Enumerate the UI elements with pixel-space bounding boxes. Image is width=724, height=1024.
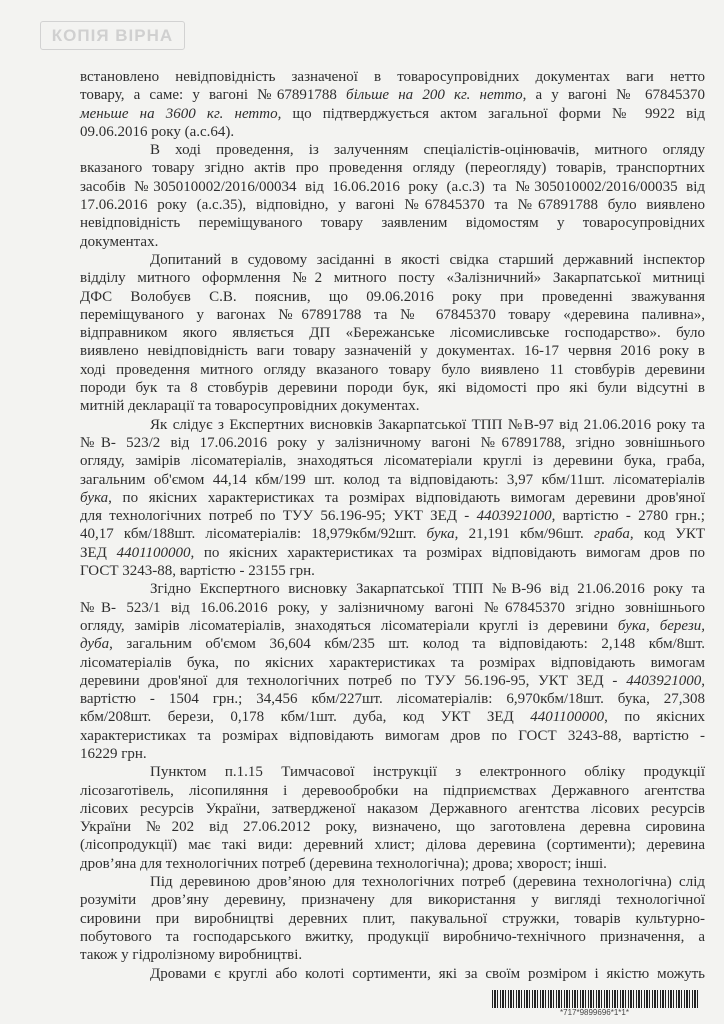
italic-text: 4403921000: [476, 508, 552, 525]
text-segment: , код УКТ: [629, 526, 705, 543]
italic-text: бука: [80, 489, 109, 506]
text-segment: для технологічних потреб по ТУУ 56.196-95; УКТ ЗЕД -: [80, 508, 477, 525]
italic-text: дуба: [80, 636, 110, 653]
text-line: лісозаготівель, лісопиляння і деревообробки на підприємствах Державного агентства: [80, 782, 705, 799]
text-line: Згідно Експертного висновку Закарпатської ТПП №В-96 від 21.06.2016 року та: [150, 581, 705, 598]
text-line: відправником якого являється ДП «Бережанське лісомисливське господарство». було: [80, 325, 705, 342]
text-line: ході проведення митного огляду вказаного товару було виявлено 11 стовбурів деревини: [80, 361, 705, 378]
text-segment: 40,17 кбм/188шт. лісоматеріалів: 18,979кбм/92шт.: [80, 526, 427, 543]
text-line: лісових ресурсів України, затвердженої наказом Державного агентства лісових ресурсів: [80, 800, 705, 817]
text-line: лісоматеріалів бука, по якісних характеристиках та розмірах відповідають вимогам: [80, 654, 705, 671]
text-line: [80, 635, 705, 653]
text-segment: , по якісних характеристиках та розмірах відповідають вимогам дров по: [190, 544, 705, 561]
text-line: Пунктом п.1.15 Тимчасової інструкції з електронного обліку продукції: [150, 764, 705, 781]
paragraph: [80, 68, 705, 141]
text-line: [80, 507, 705, 525]
text-line: [80, 86, 705, 104]
text-line: Під деревиною дров’яною для технологічних потреб (деревина технологічна) слід: [150, 874, 705, 891]
text-line: ДФС Волобуєв С.В. пояснив, що 09.06.2016 року при проведенні зважування: [80, 288, 705, 305]
text-segment: , по якісних характеристиках та розмірах відповідають вимогам деревини дров'яної: [108, 489, 705, 506]
paragraph: [80, 580, 705, 763]
text-line: дров’яна для технологічних потреб (деревина технологічна); дрова; хворост; інші.: [80, 855, 607, 872]
italic-text: більше на 200 кг. нетто: [346, 87, 523, 104]
text-line: [80, 617, 705, 635]
text-line: характеристиках та розмірах відповідають вимогам дров по ГОСТ 3243-88, вартістю -: [80, 727, 705, 744]
text-line: (лісопродукції) має такі види: деревний хлист; ділова деревина (сортименти); деревина: [80, 837, 705, 854]
text-segment: , вартістю - 2780 грн.;: [551, 508, 705, 525]
text-line: №В- 523/1 від 16.06.2016 року, у залізничному вагоні №67845370 згідно зовнішнього: [80, 599, 705, 616]
text-line: 17.06.2016 року (а.с.35), відповідно, у вагоні №67845370 та №67891788 було виявлено: [80, 197, 705, 214]
text-segment: що підтверджується актом загальної форми № 9922 від: [281, 105, 705, 122]
italic-text: бука, берези,: [617, 617, 705, 634]
text-line: документах.: [80, 233, 159, 250]
italic-text: бука: [426, 526, 455, 543]
text-line: [80, 672, 705, 690]
text-line: вказаного товару згідно актів про проведення огляду (переогляду) товарів, транспортних: [80, 160, 705, 177]
paragraph: [80, 763, 705, 873]
text-line: [80, 489, 705, 507]
text-line: виявлено невідповідність ваги товару зазначеній у документах. 16-17 червня 2016 року в: [80, 343, 705, 360]
italic-text: меньше на 3600 кг. нетто,: [80, 105, 282, 122]
text-line: [80, 525, 705, 543]
text-line: України №202 від 27.06.2012 року, визначено, що заготовлена деревна сировина: [80, 819, 705, 836]
text-segment: товару, а саме: у вагоні №67891788: [80, 87, 347, 104]
text-line: [80, 544, 705, 562]
text-segment: , по якісних: [604, 709, 705, 726]
paragraph: [80, 965, 705, 983]
text-segment: , а у вагоні № 67845370: [522, 87, 705, 104]
text-line: митній декларації та товаросупровідних документах.: [80, 398, 420, 415]
italic-text: граба: [593, 526, 630, 543]
document-body: [80, 68, 705, 983]
text-line: загальним об'ємом 44,14 кбм/199 шт. колод та відповідають: 3,97 кбм/11шт. лісоматеріалів: [80, 471, 705, 488]
certified-copy-stamp: КОПІЯ ВІРНА: [40, 21, 185, 50]
text-line: Як слідує з Експертних висновків Закарпатської ТПП №В-97 від 21.06.2016 року та: [150, 416, 705, 433]
text-line: огляду, замірів лісоматеріалів, знаходяться лісоматеріали круглі із деревини бука, граба,: [80, 453, 705, 470]
text-line: побутового та господарського вжитку, продукції виробничо-технічного призначення, а: [80, 928, 705, 945]
paragraph: [80, 251, 705, 416]
text-line: розуміти дров’яну деревину, призначену для використання у вигляді технологічної: [80, 892, 705, 909]
text-line: вартістю - 1504 грн.; 34,456 кбм/227шт. лісоматеріалів: 6,970кбм/18шт. бука, 27,308: [80, 691, 705, 708]
paragraph: [80, 141, 705, 251]
text-line: 09.06.2016 року (а.с.64).: [80, 123, 235, 140]
text-segment: кбм/208шт. берези, 0,178 кбм/1шт. дуба, код УКТ ЗЕД: [80, 709, 531, 726]
text-line: відділу митного оформлення №2 митного посту «Залізничний» Закарпатської митниці: [80, 270, 705, 287]
text-line: №В- 523/2 від 17.06.2016 року у залізничному вагоні №67891788, згідно зовнішнього: [80, 434, 705, 451]
text-line: [80, 105, 705, 123]
italic-text: 4401100000: [530, 709, 605, 726]
text-segment: ЗЕД: [80, 544, 117, 561]
italic-text: 4403921000: [626, 672, 702, 689]
barcode-number: *717*9899696*1*1*: [560, 1008, 629, 1017]
text-line: Допитаний в судовому засіданні в якості свідка старший державний інспектор: [150, 251, 705, 268]
paragraph: [80, 873, 705, 964]
text-line: Дровами є круглі або колоті сортименти, які за своїм розміром і якістю можуть: [150, 965, 705, 982]
text-segment: ,: [701, 672, 705, 689]
text-line: породи бук та 8 стовбурів деревини породи бук, які відомості про які були відсутні в: [80, 380, 705, 397]
text-line: [80, 708, 705, 726]
text-line: В ході проведення, із залученням спеціалістів-оцінювачів, митного огляду: [150, 142, 705, 159]
text-segment: деревини дров'яної для технологічних потреб по ТУУ 56.196-95, УКТ ЗЕД -: [80, 672, 627, 689]
text-line: невідповідність переміщуваного товару заявленим відомостям у товаросупровідних: [80, 215, 705, 232]
text-segment: , 21,191 кбм/96шт.: [454, 526, 594, 543]
italic-text: 4401100000: [116, 544, 191, 561]
text-segment: , загальним об'ємом 36,604 кбм/235 шт. колод та відповідають: 2,148 кбм/8шт.: [109, 636, 705, 653]
barcode: [492, 990, 700, 1008]
text-line: переміщуваного у вагонах №67891788 та № 67845370 товару «деревина паливна»,: [80, 306, 705, 323]
text-line: засобів №305010002/2016/00034 від 16.06.2016 року (а.с.3) та №305010002/2016/00035 від: [80, 178, 705, 195]
text-line: сировини при виробництві деревних плит, пакувальної стружки, товарів культурно-: [80, 910, 705, 927]
text-line: також у гідролізному виробництві.: [80, 947, 303, 964]
text-segment: огляду, замірів лісоматеріалів, знаходяться лісоматеріали круглі із деревини: [80, 617, 618, 634]
text-line: ГОСТ 3243-88, вартістю - 23155 грн.: [80, 563, 315, 580]
text-line: 16229 грн.: [80, 745, 147, 762]
paragraph: [80, 416, 705, 581]
text-line: встановлено невідповідність зазначеної в товаросупровідних документах ваги нетто: [80, 69, 705, 85]
